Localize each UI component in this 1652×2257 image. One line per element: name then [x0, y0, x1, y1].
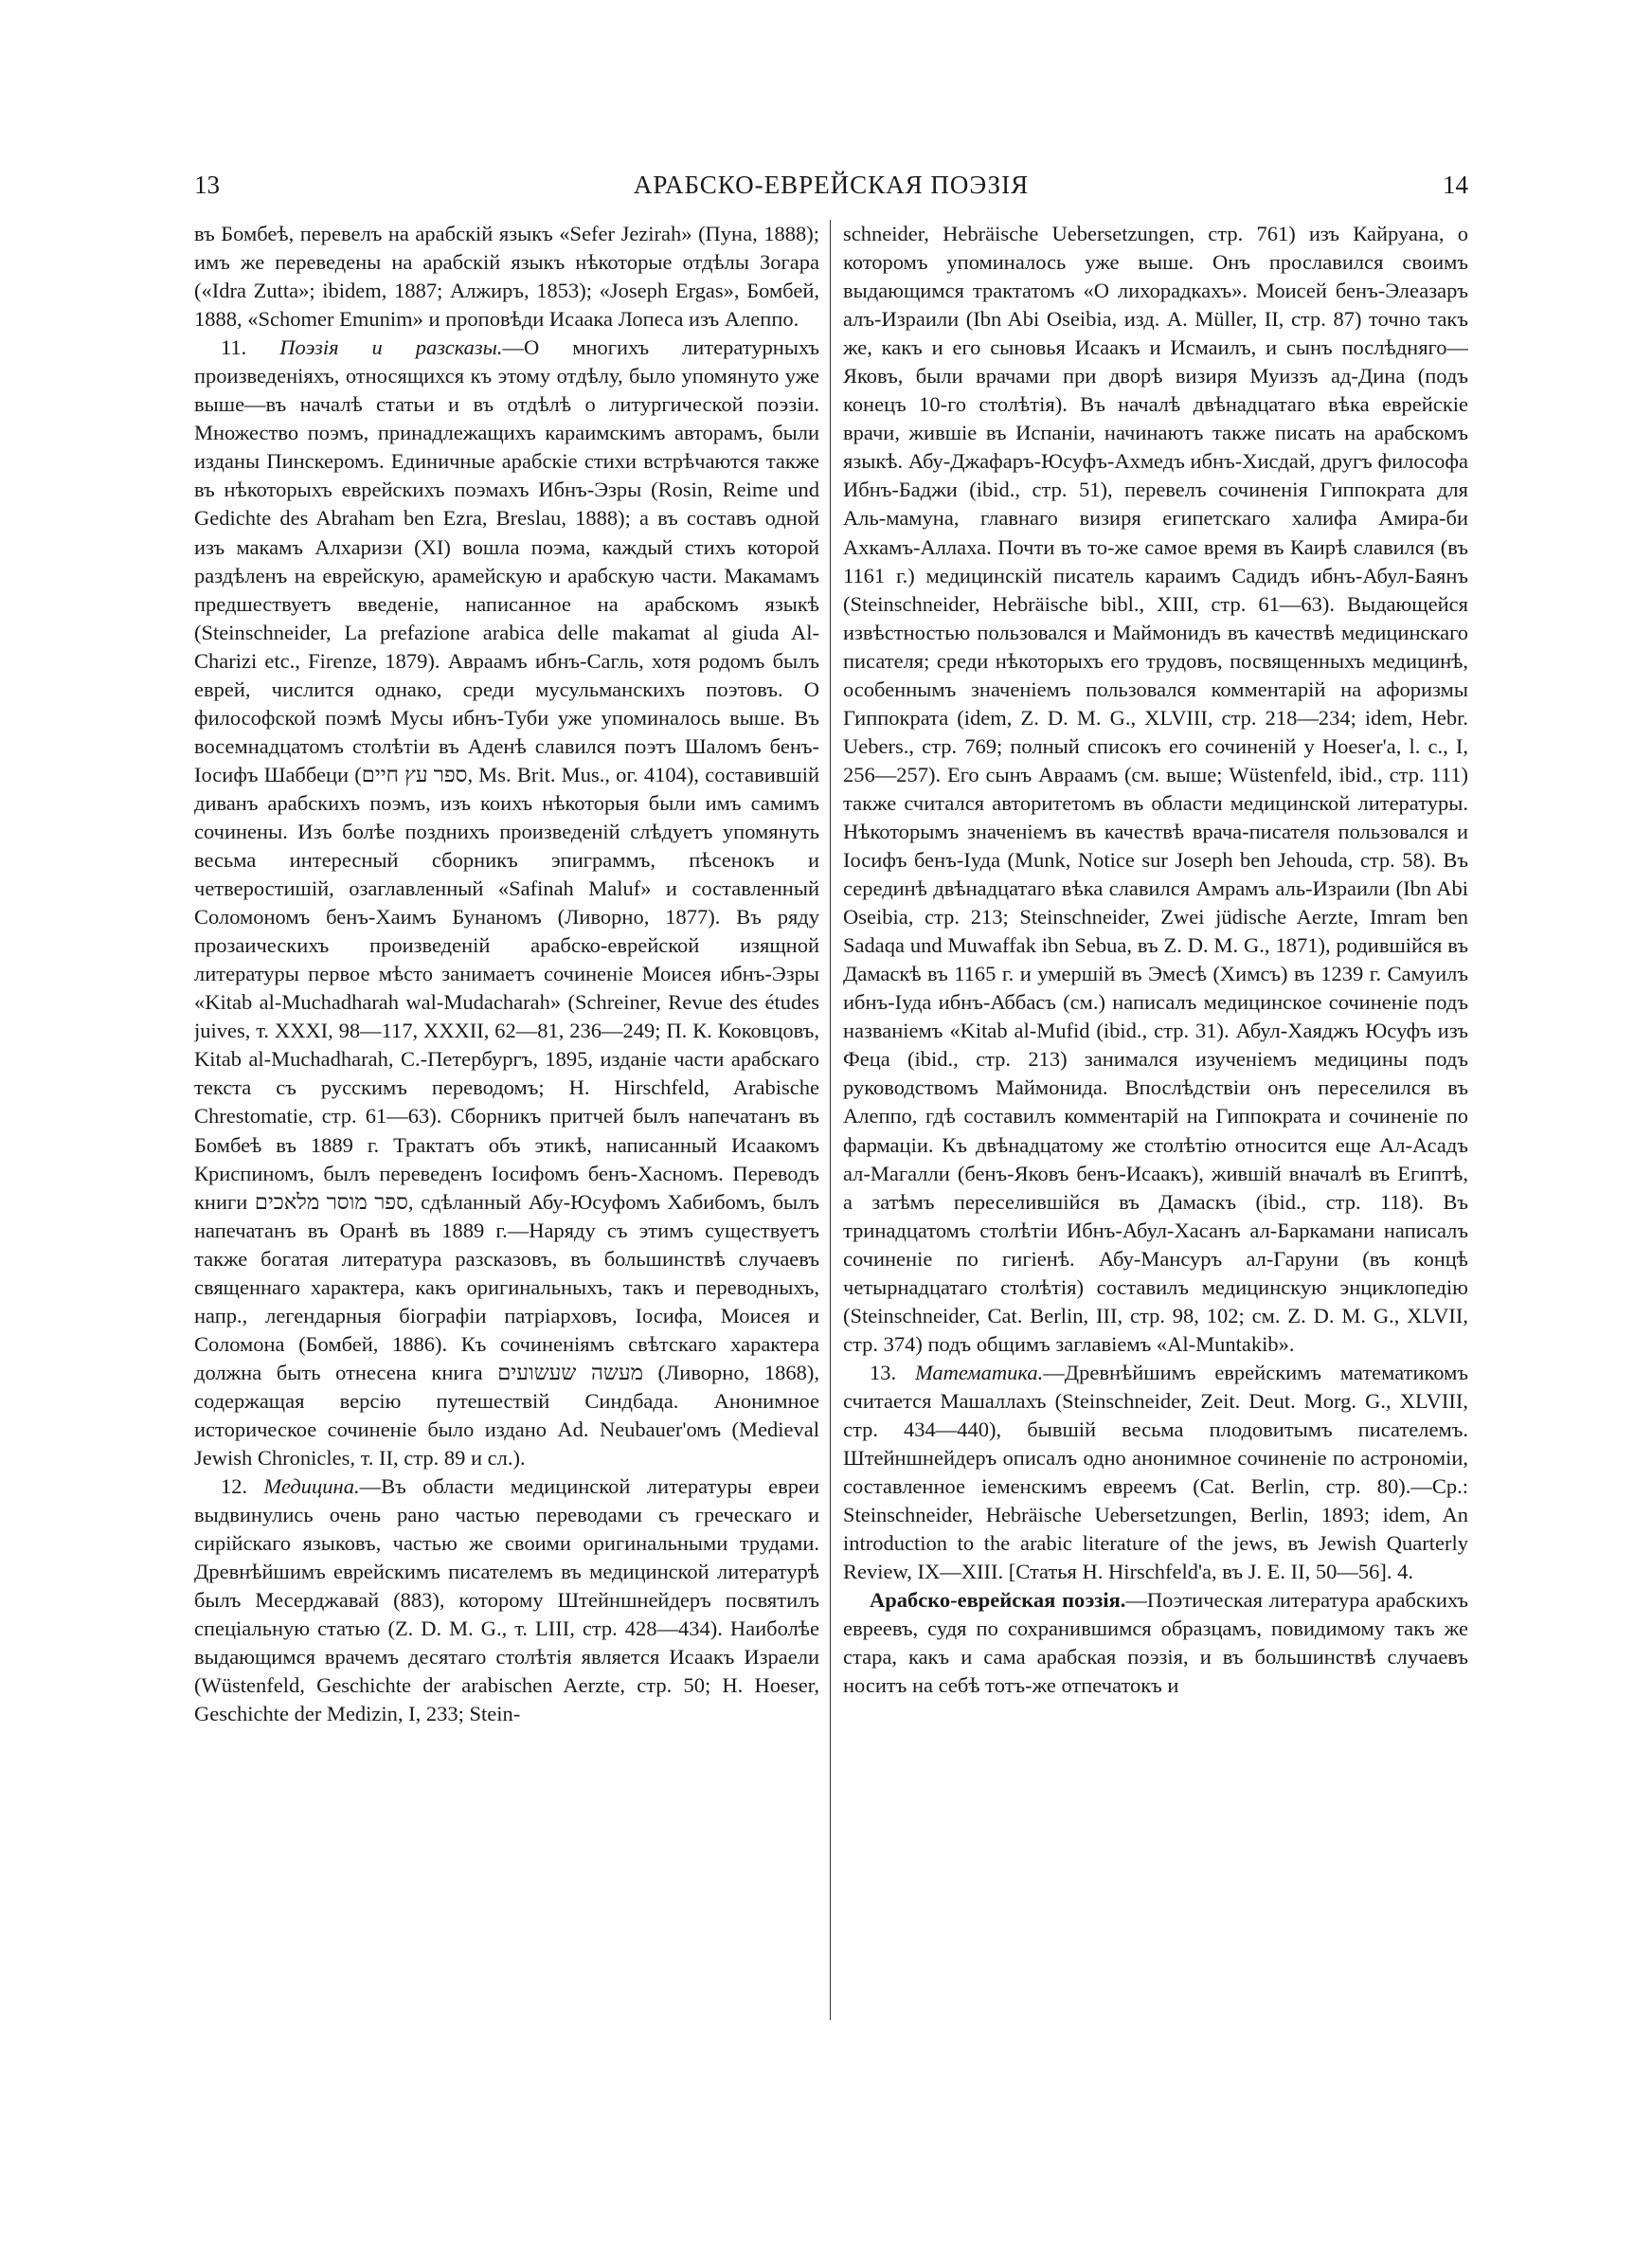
section-mathematics [843, 1359, 1468, 1586]
section-text: —Въ области медицинской литературы евреи выдвинулись очень рано частью переводами съ греческаго и сирійскаго языковъ, частью же своими оригинальными трудами. Древнѣйшимъ еврейскимъ писателемъ въ медицинской литературѣ былъ Месерджавай (883), которому Штейншнейдеръ посвятилъ спеціальную статью (Z. D. M. G., т. LIII, стр. 428—434). Наиболѣе выдающимся врачемъ десятаго столѣтія является Исаакъ Израели (Wüstenfeld, Geschichte der arabischen Aerzte, стр. 50; H. Hoeser, Geschichte der Medizin, I, 233; Stein- [194, 1474, 819, 1726]
section-number: 11. [221, 335, 247, 360]
paragraph: въ Бомбеѣ, перевелъ на арабскій языкъ «Sefer Jezirah» (Пуна, 1888); имъ же переведены на арабскій языкъ нѣкоторые отдѣлы Зогара («Idra Zutta»; ibidem, 1887; Алжиръ, 1853); «Joseph Ergas», Бомбей, 1888, «Schomer Emunim» и проповѣди Исаака Лопеса изъ Алеппо. [194, 222, 819, 332]
page-number-right: 14 [1443, 171, 1468, 199]
section-heading: Медицина. [263, 1474, 360, 1499]
section-heading: Математика. [914, 1360, 1044, 1384]
article-arabic-jewish-poetry [843, 1586, 1468, 1700]
article-heading: Арабско-еврейская поэзія. [870, 1588, 1126, 1613]
running-title: АРАБСКО-ЕВРЕЙСКАЯ ПОЭЗІЯ [633, 171, 1030, 199]
section-heading: Поэзія и разсказы. [279, 335, 503, 360]
column-divider [830, 220, 831, 2020]
section-text: —О многихъ литературныхъ произведеніяхъ, относящихся къ этому отдѣлу, было упомянуто уже выше—въ началѣ статьи и въ отдѣлѣ о литургической поэзіи. Множество поэмъ, принадлежащихъ караимскимъ авторамъ, были изданы Пинскеромъ. Единичные арабскіе стихи встрѣчаются также въ нѣкоторыхъ еврейскихъ поэмахъ Ибнъ-Эзры (Rosin, Reime und Gedichte des Abraham ben Ezra, Breslau, 1888); а въ составъ одной изъ макамъ Алхаризи (XI) вошла поэма, каждый стихъ которой раздѣленъ на еврейскую, арамейскую и арабскую части. Макамамъ предшествуетъ введеніе, написанное на арабскомъ языкѣ (Steinschneider, La prefazione arabica delle makamat al giuda Al-Charizi etc., Firenze, 1879). Авраамъ ибнъ-Сагль, хотя родомъ былъ еврей, числится однако, среди мусульманскихъ поэтовъ. О философской поэмѣ Мусы ибнъ-Туби уже упоминалось выше. Въ восемнадцатомъ столѣтіи въ Аденѣ славился поэтъ Шаломъ бенъ-Іосифъ Шаббеци (ספר עץ חיים, Ms. Brit. Mus., ог. 4104), составившій диванъ арабскихъ поэмъ, изъ коихъ нѣкоторыя были имъ самимъ сочинены. Изъ болѣе позднихъ произведеній слѣдуетъ упомянуть весьма интересный сборникъ эпиграммъ, пѣсенокъ и четверостишій, озаглавленный «Safinah Maluf» и составленный Соломономъ бенъ-Хаимъ Бунаномъ (Ливорно, 1877). Въ ряду прозаическихъ произведеній арабско-еврейской изящной литературы первое мѣсто занимаетъ сочиненіе Моисея ибнъ-Эзры «Kitab al-Muchadharah wal-Mudacharah» (Schreiner, Revue des études juives, т. XXXI, 98—117, XXXII, 62—81, 236—249; П. К. Коковцовъ, Kitab al-Muchadharah, С.-Петербургъ, 1895, изданіе части арабскаго текста съ русскимъ переводомъ; H. Hirschfeld, Arabische Chrestomatie, стр. 61—63). Сборникъ притчей былъ напечатанъ въ Бомбеѣ въ 1889 г. Трактатъ объ этикѣ, написанный Исаакомъ Криспиномъ, былъ переведенъ Іосифомъ бенъ-Хасномъ. Переводъ книги ספר מוסר מלאכים, сдѣланный Абу-Юсуфомъ Хабибомъ, былъ напечатанъ въ Оранѣ въ 1889 г.—Наряду съ этимъ существуетъ также богатая литература разсказовъ, въ большинствѣ случаевъ священнаго характера, какъ оригинальныхъ, такъ и переводныхъ, напр., легендарныя біографіи патріарховъ, Іосифа, Моисея и Соломона (Бомбей, 1886). Къ сочиненіямъ свѣтскаго характера должна быть отнесена книга מעשה שעשועים (Ливорно, 1868), содержащая версію путешествій Синдбада. Анонимное историческое сочиненіе было издано Ad. Neubauer'омъ (Medieval Jewish Chronicles, т. II, стр. 89 и сл.). [194, 335, 819, 1471]
running-header [194, 171, 1468, 203]
page-number-left: 13 [194, 171, 220, 199]
section-number: 12. [221, 1474, 248, 1499]
author-signature: 4. [1397, 1560, 1413, 1584]
section-poetry [194, 334, 819, 1472]
left-column [194, 220, 819, 2082]
right-column [843, 220, 1468, 2082]
paragraph: schneider, Hebräische Uebersetzungen, стр. 761) изъ Кайруана, о которомъ упоминалось уже выше. Онъ прославился своимъ выдающимся трактатомъ «О лихорадкахъ». Моисей бенъ-Элеазаръ алъ-Израили (Ibn Abi Oseibia, изд. A. Müller, II, стр. 87) точно такъ же, какъ и его сыновья Исаакъ и Исмаилъ, и сынъ послѣдняго—Яковъ, были врачами при дворѣ визиря Муиззъ ад-Дина (подъ конецъ 10-го столѣтія). Въ началѣ двѣнадцатаго вѣка еврейскіе врачи, жившіе въ Испаніи, начинаютъ также писать на арабскомъ языкѣ. Абу-Джафаръ-Юсуфъ-Ахмедъ ибнъ-Хисдай, другъ философа Ибнъ-Баджи (ibid., стр. 51), перевелъ сочиненія Гиппократа для Аль-мамуна, главнаго визиря египетскаго халифа Амира-би Ахкамъ-Аллаха. Почти въ то-же самое время въ Каирѣ славился (въ 1161 г.) медицинскій писатель караимъ Садидъ ибнъ-Абул-Баянъ (Steinschneider, Hebräische bibl., XIII, стр. 61—63). Выдающейся извѣстностью пользовался и Маймонидъ въ качествѣ медицинскаго писателя; среди нѣкоторыхъ его трудовъ, посвященныхъ медицинѣ, особеннымъ значеніемъ пользовался комментарій на афоризмы Гиппократа (idem, Z. D. M. G., XLVIII, стр. 218—234; idem, Hebr. Uebers., стр. 769; полный списокъ его сочиненій у Hoeser'a, l. c., I, 256—257). Его сынъ Авраамъ (см. выше; Wüstenfeld, ibid., стр. 111) также считался авторитетомъ въ области медицинской литературы. Нѣкоторымъ значеніемъ въ качествѣ врача-писателя пользовался и Іосифъ бенъ-Іуда (Munk, Notice sur Joseph ben Jehouda, стр. 58). Въ серединѣ двѣнадцатаго вѣка славился Амрамъ аль-Израили (Ibn Abi Oseibia, стр. 213; Steinschneider, Zwei jüdische Aerzte, Imram ben Sadaqa und Muwaffak ibn Sebua, въ Z. D. M. G., 1871), родившійся въ Дамаскѣ въ 1165 г. и умершій въ Эмесѣ (Химсъ) въ 1239 г. Самуилъ ибнъ-Іуда ибнъ-Аббасъ (см.) написалъ медицинское сочиненіе подъ названіемъ «Kitab al-Mufid (ibid., стр. 31). Абул-Хаяджъ Юсуфъ изъ Феца (ibid., стр. 213) занимался изученіемъ медицины подъ руководствомъ Маймонида. Впослѣдствіи онъ переселился въ Алеппо, гдѣ составилъ комментарій на Гиппократа и сочиненіе по фармаціи. Къ двѣнадцатому же столѣтію относится еще Ал-Асадъ ал-Магалли (бенъ-Яковъ бенъ-Исаакъ), жившій вначалѣ въ Египтѣ, а затѣмъ переселившійся въ Дамаскъ (ibid., стр. 118). Въ тринадцатомъ столѣтіи Ибнъ-Абул-Хасанъ ал-Баркамани написалъ сочиненіе по гигіенѣ. Абу-Мансуръ ал-Гаруни (въ концѣ четырнадцатаго столѣтія) составилъ медицинскую энциклопедію (Steinschneider, Cat. Berlin, III, стр. 98, 102; см. Z. D. M. G., XLVII, стр. 374) подъ общимъ заглавіемъ «Al-Muntakib». [843, 222, 1468, 1356]
article-text: —Поэтическая литература арабскихъ евреевъ, судя по сохранившимся образцамъ, повидимому такъ же стара, какъ и сама арабская поэзія, и въ большинствѣ случаевъ носитъ на себѣ тотъ-же отпечатокъ и [843, 1588, 1468, 1698]
section-medicine [194, 1472, 819, 1728]
section-text: —Древнѣйшимъ еврейскимъ математикомъ считается Машаллахъ (Steinschneider, Zeit. Deut. Morg. G., XLVIII, стр. 434—440), бывшій весьма плодовитымъ писателемъ. Штейншнейдеръ описалъ одно анонимное сочиненіе по астрономіи, составленное іеменскимъ евреемъ (Cat. Berlin, стр. 80).—Ср.: Steinschneider, Hebräische Uebersetzungen, Berlin, 1893; idem, An introduction to the arabic literature of the jews, въ Jewish Quarterly Review, IX—XIII. [Статья H. Hirschfeld'a, въ J. E. II, 50—56]. [843, 1360, 1468, 1584]
section-number: 13. [870, 1360, 897, 1384]
